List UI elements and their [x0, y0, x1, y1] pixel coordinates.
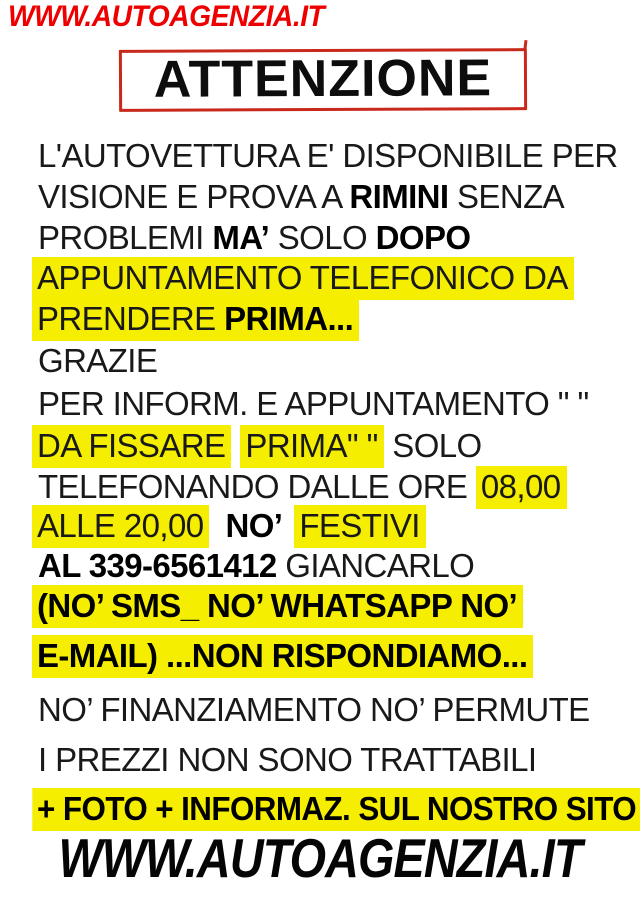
notice-line-1	[38, 136, 618, 176]
notice-line-15	[38, 740, 536, 780]
notice-line-13	[38, 636, 533, 676]
text-segment: NO’ FINANZIAMENTO NO’ PERMUTE	[38, 691, 590, 728]
text-segment: SOLO	[269, 219, 376, 256]
text-segment: PRENDERE	[37, 300, 225, 337]
notice-line-4	[38, 258, 574, 298]
notice-line-2	[38, 177, 564, 217]
text-segment: PER INFORM. E APPUNTAMENTO " "	[38, 385, 589, 422]
contact-name: GIANCARLO	[276, 547, 475, 584]
text-segment: L'AUTOVETTURA E' DISPONIBILE PER	[38, 137, 618, 174]
site-url-header: WWW.AUTOAGENZIA.IT	[8, 0, 325, 33]
notice-line-3	[38, 218, 470, 258]
text-segment: DOPO	[375, 219, 471, 256]
highlighted-segment: (NO’ SMS_ NO’ WHATSAPP NO’	[32, 585, 523, 628]
text-segment: SOLO	[383, 427, 482, 464]
attention-stamp-label: ATTENZIONE	[153, 49, 493, 109]
text-segment: PRIMA...	[224, 300, 354, 337]
notice-line-9	[38, 467, 567, 507]
notice-line-8	[38, 426, 482, 466]
notice-line-5	[38, 299, 359, 339]
attention-stamp-box	[119, 48, 527, 112]
highlighted-time-start: 08,00	[476, 466, 567, 509]
notice-line-12	[38, 586, 523, 626]
phone-number: AL 339-6561412	[38, 547, 277, 584]
highlighted-segment: DA FISSARE	[32, 425, 231, 468]
highlighted-segment: FESTIVI	[294, 505, 426, 548]
highlighted-time-end: ALLE 20,00	[32, 505, 209, 548]
highlighted-segment: APPUNTAMENTO TELEFONICO DA	[32, 257, 574, 300]
city-name: RIMINI	[349, 178, 449, 215]
text-segment: I PREZZI NON SONO TRATTABILI	[38, 741, 537, 778]
site-url-footer: WWW.AUTOAGENZIA.IT	[58, 827, 582, 889]
text-segment: MA’	[212, 219, 270, 256]
text-segment: GRAZIE	[38, 342, 158, 379]
notice-line-10	[38, 506, 426, 546]
text-segment: SENZA	[448, 178, 565, 215]
highlighted-segment	[32, 298, 359, 341]
text-segment: NO’	[225, 507, 283, 544]
text-segment: VISIONE E PROVA A	[38, 178, 350, 215]
highlighted-segment: PRIMA" "	[240, 425, 383, 468]
text-segment: TELEFONANDO DALLE ORE	[38, 468, 476, 505]
highlighted-segment: E-MAIL) ...NON RISPONDIAMO...	[32, 635, 533, 678]
notice-line-16	[38, 789, 640, 829]
notice-line-14	[38, 690, 590, 730]
notice-line-11	[38, 546, 474, 586]
notice-line-6	[38, 341, 157, 381]
text-segment: PROBLEMI	[38, 219, 213, 256]
notice-line-7	[38, 384, 589, 424]
highlighted-segment: + FOTO + INFORMAZ. SUL NOSTRO SITO	[32, 788, 640, 831]
